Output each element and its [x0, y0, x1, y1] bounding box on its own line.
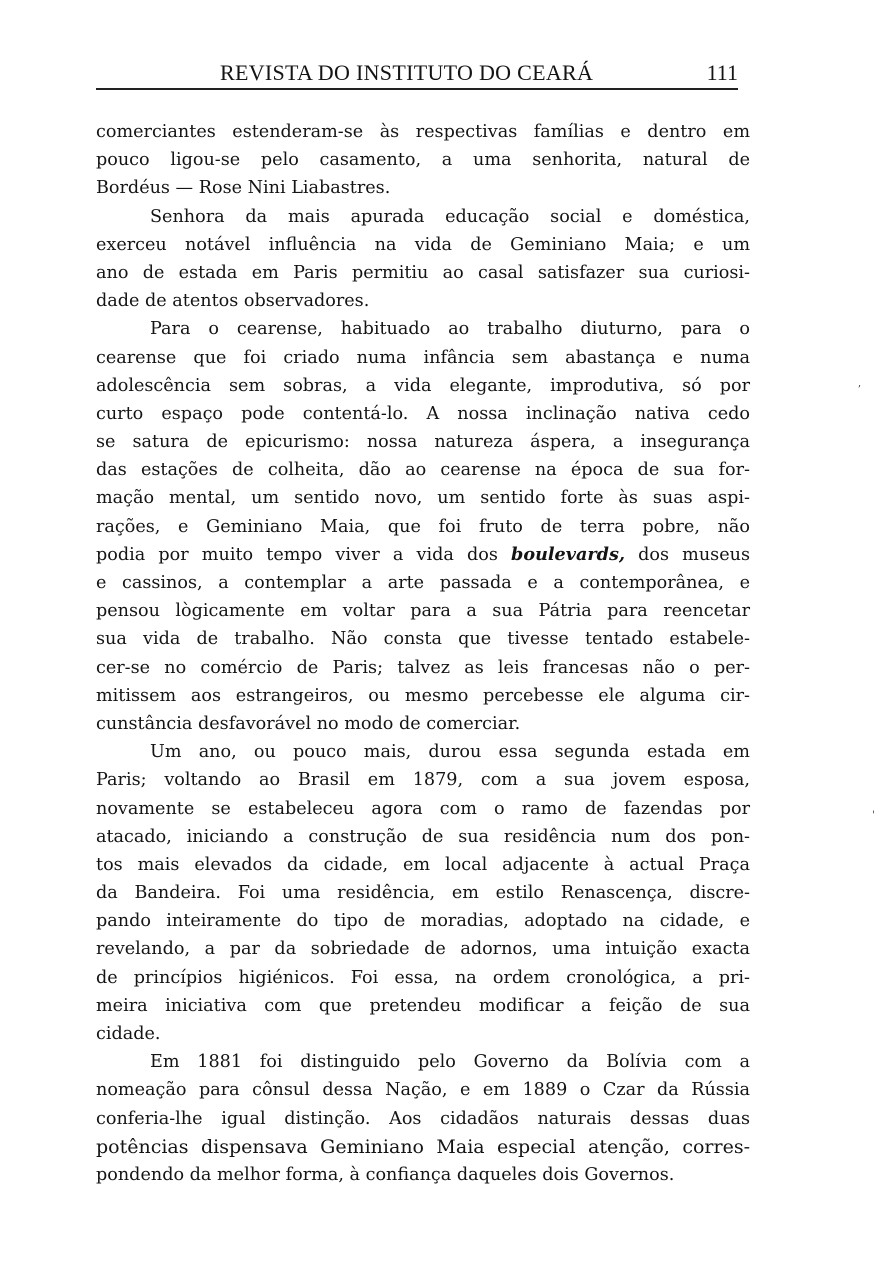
text-line: potências dispensava Geminiano Maia especial atenção, corres-	[96, 1135, 750, 1158]
text-line: pando inteiramente do tipo de moradias, adoptado na cidade, e	[96, 911, 750, 932]
italic-term: boulevards,	[511, 543, 625, 565]
text-line: tos mais elevados da cidade, em local adjacente à actual Praça	[96, 854, 750, 875]
paragraph	[96, 118, 750, 203]
text-line: ano de estada em Paris permitiu ao casal satisfazer sua curiosi-	[96, 262, 750, 283]
text-line: curto espaço pode contentá-lo. A nossa inclinação nativa cedo	[96, 403, 750, 424]
text-line: mação mental, um sentido novo, um sentido forte às suas aspi-	[96, 488, 750, 509]
text-line: conferia-lhe igual distinção. Aos cidadãos naturais dessas duas	[96, 1108, 750, 1129]
text-line: revelando, a par da sobriedade de adornos, uma intuição exacta	[96, 939, 750, 960]
text-line: Paris; voltando ao Brasil em 1879, com a sua jovem esposa,	[96, 770, 750, 791]
text-line: cearense que foi criado numa infância sem abastança e numa	[96, 347, 750, 368]
text-line: atacado, iniciando a construção de sua residência num dos pon-	[96, 826, 750, 847]
text-line: se satura de epicurismo: nossa natureza áspera, a insegurança	[96, 432, 750, 453]
text-line: novamente se estabeleceu agora com o ramo de fazendas por	[96, 798, 750, 819]
paragraph	[96, 315, 750, 738]
text-line: dade de atentos observadores.	[96, 291, 370, 312]
text-line: adolescência sem sobras, a vida elegante, improdutiva, só por	[96, 375, 750, 396]
text-line: comerciantes estenderam-se às respectivas famílias e dentro em	[96, 122, 750, 142]
text-line: Senhora da mais apurada educação social e doméstica,	[150, 206, 750, 227]
text-line: de princípios higiénicos. Foi essa, na ordem cronológica, a pri-	[96, 967, 750, 988]
text-line: Em 1881 foi distinguido pelo Governo da Bolívia com a	[150, 1052, 750, 1073]
text-line: sua vida de trabalho. Não consta que tivesse tentado estabele-	[96, 629, 750, 650]
text-line: das estações de colheita, dão ao cearense na época de sua for-	[96, 460, 750, 481]
text-line: rações, e Geminiano Maia, que foi fruto de terra pobre, não	[96, 516, 750, 537]
text-line: pouco ligou-se pelo casamento, a uma senhorita, natural de	[96, 150, 750, 171]
text-line: da Bandeira. Foi uma residência, em estilo Renascença, discre-	[96, 883, 750, 904]
running-header	[96, 58, 738, 90]
text-line: e cassinos, a contemplar a arte passada e a contemporânea, e	[96, 573, 750, 593]
text-line: exerceu notável influência na vida de Geminiano Maia; e um	[96, 234, 750, 255]
text-line: pensou lògicamente em voltar para a sua Pátria para reencetar	[96, 601, 750, 622]
text-line: podia por muito tempo viver a vida dos boulevards, dos museus	[96, 543, 750, 565]
paragraph	[96, 1048, 750, 1189]
text-line: cer-se no comércio de Paris; talvez as leis francesas não o per-	[96, 657, 750, 678]
paragraph	[96, 738, 750, 1048]
margin-mark: ,	[858, 378, 862, 389]
page-number: 111	[706, 60, 738, 85]
paragraph	[96, 203, 750, 316]
text-line: cunstância desfavorável no modo de comerciar.	[96, 713, 521, 734]
running-title: REVISTA DO INSTITUTO DO CEARÁ	[220, 60, 594, 85]
text-line: Bordéus — Rose Nini Liabastres.	[96, 178, 391, 199]
text-line: nomeação para cônsul dessa Nação, e em 1889 o Czar da Rússia	[96, 1080, 750, 1101]
body-text	[96, 118, 750, 1189]
text-line: mitissem aos estrangeiros, ou mesmo percebesse ele alguma cir-	[96, 685, 750, 706]
text-line: Um ano, ou pouco mais, durou essa segunda estada em	[150, 742, 750, 763]
text-line: meira iniciativa com que pretendeu modificar a feição de sua	[96, 995, 750, 1016]
margin-mark: '	[872, 810, 875, 821]
text-line: Para o cearense, habituado ao trabalho diuturno, para o	[150, 319, 750, 340]
text-line: pondendo da melhor forma, à confiança daqueles dois Governos.	[96, 1164, 675, 1185]
text-line: cidade.	[96, 1024, 161, 1044]
